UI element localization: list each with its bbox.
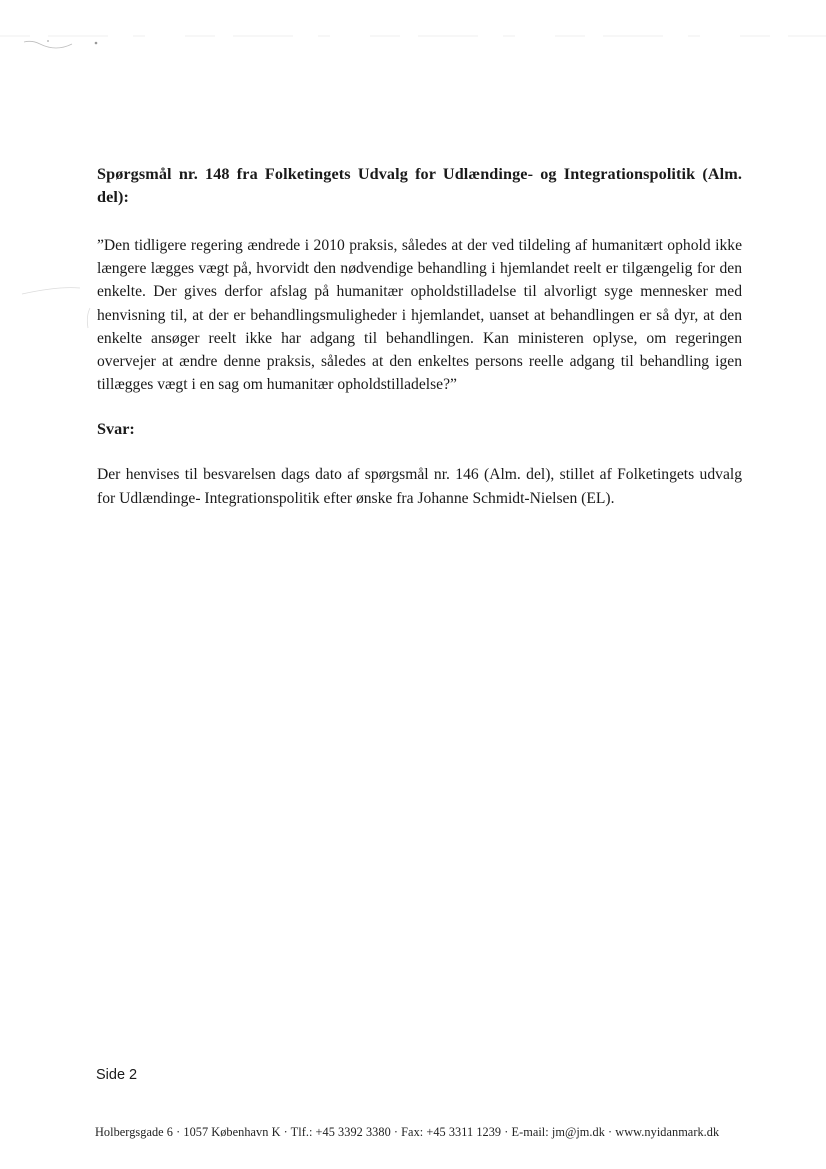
answer-heading: Svar: — [97, 420, 135, 439]
question-heading: Spørgsmål nr. 148 fra Folketingets Udvalg for Udlændinge- og Integrationspolitik (Alm. del): — [97, 165, 742, 206]
page-number: Side 2 — [96, 1067, 138, 1083]
margin-mark-artifact — [18, 282, 98, 332]
answer-text: Der henvises til besvarelsen dags dato af spørgsmål nr. 146 (Alm. del), stillet af Folketingets udvalg for Udlændinge- Integrationspolitik efter ønske fra Johanne Schmidt-Nielsen (EL). — [97, 466, 742, 507]
scan-smudge-artifact — [22, 38, 112, 54]
footer-address: Holbergsgade 6 · 1057 København K · Tlf.: +45 3392 3380 · Fax: +45 3311 1239 · E-mail: jm@jm.dk · www.nyidanmark.dk — [95, 1125, 720, 1139]
scan-line-artifact — [0, 34, 826, 38]
question-text: ”Den tidligere regering ændrede i 2010 praksis, således at der ved tildeling af humanitært ophold ikke længere lægges vægt på, hvorvidt den nødvendige behandling i hjemlandet reelt er tilgængelig for den enkelte. Der gives derfor afslag på humanitær opholdstilladelse til alvorligt syge mennesker med henvisning til, at der er behandlingsmuligheder i hjemlandet, uanset at behandlingen er så dyr, at den enkelte ansøger reelt ikke har adgang til behandlingen. Kan ministeren oplyse, om regeringen overvejer at ændre denne praksis, således at den enkeltes persons reelle adgang til behandling igen tillægges vægt i en sag om humanitær opholdstilladelse?” — [97, 237, 742, 394]
document-body — [97, 163, 742, 510]
